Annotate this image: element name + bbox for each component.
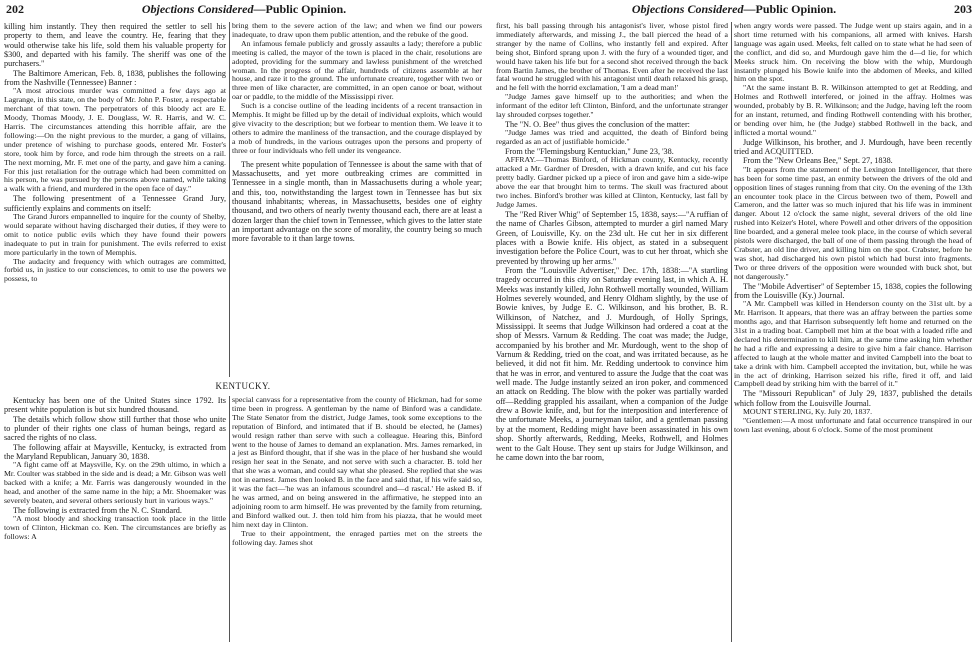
quote-paragraph: "It appears from the statement of the Lexington Intelligencer, that there has been for some time past, an enmity between the drivers of the old and opposition lines of stages running from that city. On the evening of the 13th an encounter took place in the Circus between two of them, Powell and Cameron, and the latter was so much injured that his life was in imminent danger. About 12 o'clock the same night, several drivers of the old line rushed into Keizer's Hotel, where Powell and other drivers of the opposition line boarded, and a general melee took place, in the course of which several pistols were discharged, the ball of one of them passing through the head of Crabster, an old line driver, and killing him on the spot. Crabster, before he was shot, had discharged his own pistol which had burst into fragments. Two or three drivers of the opposition were wounded with buck shot, but not dangerously." — [734, 164, 972, 281]
quote-paragraph: An infamous female publicly and grossly assaults a lady; therefore a public meeting is called, the mayor of the town is placed in the chair, resolutions are adopted, providing for the summary and lawless punishment of the wretched woman. In the progress of the affair, hundreds of citizens assemble at her house, and raze it to the ground. The unfortunate creature, together with two or three men of like character, are committed, in an open canoe or boat, without oar or paddle, to the middle of the Mississippi river. — [232, 38, 482, 102]
text-column — [4, 396, 226, 642]
quote-paragraph: The Grand Jurors empannelled to inquire for the county of Shelby, would separate without having discharged their duties, if they were to omit to notice public evils which they have found their powers inadequate to put in train for punishment. The evils referred to exist more particularly in the town of Memphis. — [4, 211, 226, 257]
running-title-sub: —Public Opinion. — [743, 2, 837, 16]
quote-paragraph: special canvass for a representative from the county of Hickman, had for some time been in progress. A gentleman by the name of Binford was a candidate. The State Senator from the district, Judge James, took some exceptions to the reputation of Binford, and intimated that if B. should be elected, he (James) would resign rather than serve with such a colleague. Hearing this, Binford went to the house of James to demand an explanation. Mrs. James remarked, in a jest as Binford thought, that if she was in the place of her husband she would resign her seat in the Senate, and not serve with such a character. B. told her that she was a woman, and could say what she pleased. She replied that she was not in earnest. James then looked B. in the face and said that, if his wife said so, it was the fact—'he was an infamous scoundrel and—d rascal.' He asked B. if he was armed, and on being answered in the affirmative, he stepped into an adjoining room to arm himself. He was prevented by the family from returning, and Binford walked out. J. then told him from his piazza, that he would meet him next day in Clinton. — [232, 396, 482, 529]
column-divider — [229, 22, 230, 377]
paragraph: The following presentment of a Tennessee Grand Jury, sufficiently explains and comments on itself: — [4, 194, 226, 213]
quote-paragraph: "A most bloody and shocking transaction took place in the little town of Clinton, Hickman co. Ken. The circumstances are briefly as follows: A — [4, 514, 226, 542]
quote-paragraph: "A Mr. Campbell was killed in Henderson county on the 31st ult. by a Mr. Harrison. It appears, that there was an affray between the parties some months ago, and that Harrison subsequently left home and returned on the 31st in a trading boat. Campbell met him at the boat with a loaded rifle and declared his determination to kill him, at the same time asking him whether he had a rifle and expressing a desire to give him a fair chance. Harrison affected to laugh at the whole matter and invited Campbell into the boat to take a drink with him. Campbell accepted the invitation, but, while he was in the act of drinking, Harrison seized his rifle, fired it off, and laid Campbell dead by striking him with the barrel of it." — [734, 299, 972, 389]
running-title-main: Objections Considered — [141, 2, 254, 16]
quote-paragraph: first, his ball passing through his antagonist's liver, whose pistol fired immediately afterwards, and missing J., the ball pierced the head of a stranger by the name of Collins, who instantly fell and expired. After being shot, Binford sprang upon J. with the fury of a wounded tiger, and would have taken his life but for a second shot received through the back from Bartin James, the brother of Thomas. Even after he received the last fatal wound he struggled with his antagonist until death relaxed his grasp, and he fell with the horrid exclamation, 'I am a dead man!' — [496, 22, 728, 93]
text-column — [232, 22, 482, 377]
quote-paragraph: bring them to the severe action of the law; and when we find our powers inadequate, to draw upon them public attention, and the rebuke of the good. — [232, 22, 482, 39]
quote-paragraph: True to their appointment, the enraged parties met on the streets the following day. James shot — [232, 528, 482, 547]
paragraph: The "Mobile Advertiser" of September 15, 1838, copies the following from the Louisville (Ky.) Journal. — [734, 281, 972, 300]
column-divider — [229, 396, 230, 642]
paragraph: The present white population of Tennessee is about the same with that of Massachusetts, and yet more outbreaking crimes are committed in Tennessee in a single month, than in Massachusetts during a whole year; and this, too, notwithstanding the largest town in Tennessee has but six thousand inhabitants; whereas, in Massachusetts, besides one of eighty thousand, and two others of nearly twenty thousand each, there are at least a dozen larger than the chief town in Tennessee, which gives to the latter state an important advantage on the score of morality, the country being so much more favorable to it than large towns. — [232, 159, 482, 244]
paragraph: From the "Flemingsburg Kentuckian," June 23, '38. — [505, 147, 674, 157]
running-title — [494, 2, 974, 17]
page-number: 203 — [954, 2, 972, 16]
quote-paragraph: AFFRAY.—Thomas Binford, of Hickman county, Kentucky, recently attacked a Mr. Gardner of Dresden, with a drawn knife, and cut his face pretty badly. Gardner picked up a piece of iron and gave him a side-wipe above the ear that brought him to terms. The skull was fractured about two inches. Binford's brother was killed at Clinton, Kentucky, last fall by Judge James. — [496, 155, 728, 209]
page-number: 202 — [6, 2, 24, 16]
running-title-main: Objections Considered — [631, 2, 744, 16]
text-column — [496, 22, 728, 642]
quote-paragraph: The audacity and frequency with which outrages are committed, forbid us, in justice to our consciences, to omit to use the powers we possess, to — [4, 256, 226, 284]
quote-paragraph: "Judge James gave himself up to the authorities; and when the informant of the editor left Clinton, Binford, and the unfortunate stranger lay shrouded corpses together." — [496, 92, 728, 120]
text-column — [232, 396, 482, 642]
paragraph: The "Red River Whig" of September 15, 1838, says:—"A ruffian of the name of Charles Gibson, attempted to murder a girl named Mary Green, of Louisville, Ky. on the 23d ult. He cut her in six different places with a Bowie knife. His object, as stated in a subsequent investigation before the Police Court, was to cut her throat, which she prevented by throwing up her arms." — [496, 209, 728, 266]
quote-paragraph: when angry words were passed. The Judge went up stairs again, and in a short time returned with his companions, all armed with knives. Harsh language was again used. Meeks, felt called on to state what he had seen of the conflict, and did so, and Murdough gave him the d—d lie, for which Meeks struck him. On receiving the blow with the whip, Murdough instantly plunged his Bowie knife into the abdomen of Meeks, and killed him on the spot. — [734, 22, 972, 84]
paragraph: The following is extracted from the N. C. Standard. — [13, 505, 182, 515]
running-title-sub: —Public Opinion. — [253, 2, 347, 16]
section-heading: KENTUCKY. — [215, 381, 271, 391]
paragraph: From the "New Orleans Bee," Sept. 27, 1838. — [743, 156, 893, 166]
column-divider — [731, 22, 732, 642]
right-page — [490, 0, 980, 645]
paragraph: The Baltimore American, Feb. 8, 1838, publishes the following from the Nashville (Tennessee) Banner : — [4, 68, 226, 88]
paragraph: The "N. O. Bee" thus gives the conclusion of the matter: — [505, 119, 690, 129]
paragraph: killing him instantly. They then required the settler to sell his property to them, and leave the country. He, fearing that they would otherwise take his life, sold them his valuable property for $300, and departed with his family. The sheriff was one of the purchasers." — [4, 22, 226, 69]
paragraph: Judge Wilkinson, his brother, and J. Murdough, have been recently tried and ACQUITTED. — [734, 137, 972, 157]
text-column — [4, 22, 226, 377]
running-head — [494, 2, 974, 16]
paragraph: The following affair at Maysville, Kentucky, is extracted from the Maryland Republican, January 30, 1838. — [4, 442, 226, 462]
running-head — [4, 2, 484, 16]
quote-paragraph: "A fight came off at Maysville, Ky. on the 29th ultimo, in which a Mr. Coulter was stabbed in the side and is dead; a Mr. Gibson was well backed with a knife; a Mr. Farris was dangerously wounded in the head, and another of the same name in the hip; a Mr. Shoemaker was severely beaten, and several others seriously hurt in various ways." — [4, 460, 226, 506]
paragraph: Kentucky has been one of the United States since 1792. Its present white population is but six hundred thousand. — [4, 396, 226, 415]
quote-paragraph: "A most atrocious murder was committed a few days ago at Lagrange, in this state, on the body of Mr. John P. Foster, a respectable merchant of that town. The perpetrators of this bloody act are E. Moody, Thomas Moody, J. E. Douglass, W. R. Harris, and W. C. Harris. The circumstances attending this horrible affair, are the following:—On the night previous to the murder, a gang of villains, under pretence of wishing to purchase goods, entered Mr. Foster's store, took him by force, and rode him through the streets on a rail. The next morning, Mr. F. met one of the party, and gave him a caning. For this just retaliation for the outrage which had been committed on his person, he was pursued by the persons above named, while taking a walk with a friend, and murdered in the open face of day." — [4, 86, 226, 194]
running-title — [4, 2, 484, 17]
quote-paragraph: "At the same instant B. R. Wilkinson attempted to get at Redding, and Holmes and Rothwell interfered, or joined in the affray. Holmes was wounded, probably by B. R. Wilkinson; and the Judge, having left the room for an instant, returned, and finding Rothwell contending with his brother, or bending over him, he (the Judge) stabbed Rothwell in the back, and inflicted a mortal wound." — [734, 83, 972, 137]
paragraph: The details which follow show still further that those who unite to plunder of their rights one class of human beings, regard as sacred the rights of no class. — [4, 414, 226, 443]
text-column — [734, 22, 972, 642]
quote-paragraph: MOUNT STERLING, Ky. July 20, 1837. — [743, 407, 873, 417]
quote-paragraph: "Judge James was tried and acquitted, the death of Binford being regarded as an act of justifiable homicide." — [496, 128, 728, 147]
paragraph: From the "Louisville Advertiser," Dec. 17th, 1838:—"A startling tragedy occurred in this city on Saturday evening last, in which A. H. Meeks was instantly killed, John Rothwell mortally wounded, William Holmes severely wounded, and Henry Oldham slightly, by the use of Bowie knives, by Judge E. C. Wilkinson, and his brother, B. R. Wilkinson, of Natchez, and J. Murdough, of Holly Springs, Mississippi. It seems that Judge Wilkinson had ordered a coat at the shop of Messrs. Varnum & Redding. The coat was made; the Judge, accompanied by his brother and Mr. Murdough, went to the shop of Varnum & Redding, tried on the coat, and was irritated because, as he believed, it did not fit him. Mr. Redding undertook to convince him that he was in error, and ventured to assure the Judge that the coat was well made. The Judge instantly seized an iron poker, and commenced an attack on Redding. The blow with the poker was partially warded off—Redding grappled his assailant, when a companion of the Judge drew a Bowie knife, and, but for the interposition and interference of the unfortunate Meeks, a journeyman tailor, and a gentleman passing by at the moment, Redding might have been assassinated in his own shop. Shortly afterwards, Redding, Meeks, Rothwell, and Holmes went to the Galt House. They sent up stairs for Judge Wilkinson, and he came down into the bar room, — [496, 265, 728, 462]
quote-paragraph: "Gentlemen:—A most unfortunate and fatal occurrence transpired in our town last evening, about 6 o'clock. Some of the most prominent — [734, 415, 972, 434]
paragraph: The "Missouri Republican" of July 29, 1837, published the details which follow from the Louisville Journal. — [734, 389, 972, 408]
quote-paragraph: Such is a concise outline of the leading incidents of a recent transaction in Memphis. It might be filled up by the detail of individual exploits, which would give vivacity to the description; but we forbear to mention them. We leave it to others to admire the manliness of the transaction, and the courage displayed by a mob of hundreds, in the various outrages upon the persons and property of three or four individuals who fell under its vengeance. — [232, 101, 482, 155]
